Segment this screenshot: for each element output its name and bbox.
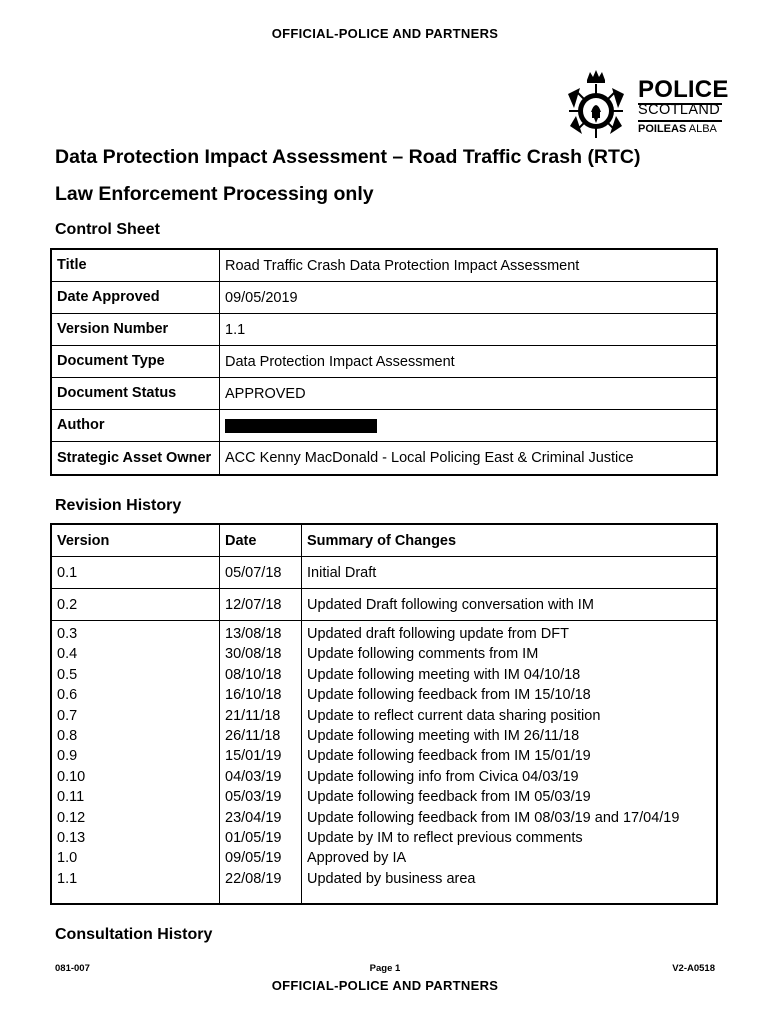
version-line: 1.0 <box>57 850 78 867</box>
version-line: 0.4 <box>57 646 78 663</box>
redaction-block <box>225 419 377 433</box>
summary-cell: Initial Draft <box>302 557 718 589</box>
column-header-date: Date <box>220 524 302 557</box>
date-line: 22/08/19 <box>225 870 282 887</box>
revision-history-heading: Revision History <box>55 497 182 514</box>
control-label: Strategic Asset Owner <box>51 442 220 476</box>
date-line: 21/11/18 <box>225 707 281 724</box>
date-cell: 12/07/18 <box>220 589 302 621</box>
date-line: 30/08/18 <box>225 646 282 663</box>
version-line: 1.1 <box>57 870 78 887</box>
version-line: 0.7 <box>57 707 78 724</box>
version-line: 0.11 <box>57 789 85 806</box>
version-line: 0.3 <box>57 626 78 642</box>
version-line: 0.13 <box>57 830 86 847</box>
summary-line: Update following feedback from IM 15/10/18 <box>307 687 591 704</box>
version-cell: 0.1 <box>51 557 220 589</box>
summary-line: Update to reflect current data sharing position <box>307 707 601 724</box>
summary-line: Update following feedback from IM 05/03/19 <box>307 789 591 806</box>
police-scotland-logo <box>560 68 729 142</box>
table-header-row <box>51 524 717 557</box>
control-value: Road Traffic Crash Data Protection Impact Assessment <box>220 249 718 282</box>
version-line: 0.10 <box>57 768 86 785</box>
table-row <box>51 589 717 621</box>
control-value: 1.1 <box>220 314 718 346</box>
summary-line: Update following feedback from IM 15/01/19 <box>307 748 591 765</box>
summary-line: Update following info from Civica 04/03/19 <box>307 768 579 785</box>
column-header-summary: Summary of Changes <box>302 524 718 557</box>
control-label: Author <box>51 410 220 442</box>
control-row-document-type <box>51 346 717 378</box>
column-header-version: Version <box>51 524 220 557</box>
control-sheet-heading: Control Sheet <box>55 221 160 238</box>
control-row-asset-owner <box>51 442 717 476</box>
control-label: Version Number <box>51 314 220 346</box>
control-row-document-status <box>51 378 717 410</box>
footer-template-version: V2-A0518 <box>672 963 715 974</box>
summary-cell <box>302 621 718 905</box>
control-value: ACC Kenny MacDonald - Local Policing East & Criminal Justice <box>220 442 718 476</box>
control-label: Date Approved <box>51 282 220 314</box>
date-line: 16/10/18 <box>225 687 282 704</box>
date-line: 01/05/19 <box>225 830 282 847</box>
document-title: Data Protection Impact Assessment – Road Traffic Crash (RTC) <box>55 146 641 168</box>
version-line: 0.9 <box>57 748 78 765</box>
control-label: Title <box>51 249 220 282</box>
summary-line: Update by IM to reflect previous comments <box>307 830 583 847</box>
date-cell: 05/07/18 <box>220 557 302 589</box>
summary-line: Update following meeting with IM 26/11/18 <box>307 728 580 745</box>
date-line: 04/03/19 <box>225 768 282 785</box>
document-subtitle: Law Enforcement Processing only <box>55 183 374 205</box>
control-label: Document Type <box>51 346 220 378</box>
version-line: 0.8 <box>57 728 78 745</box>
logo-word-poileas: POILEAS <box>638 123 687 135</box>
summary-line: Update following feedback from IM 08/03/19 and 17/04/19 <box>307 809 680 826</box>
control-row-version <box>51 314 717 346</box>
control-value <box>220 410 718 442</box>
logo-word-gaelic <box>638 123 717 135</box>
summary-line: Update following meeting with IM 04/10/18 <box>307 666 581 683</box>
date-line: 15/01/19 <box>225 748 282 765</box>
control-value: APPROVED <box>220 378 718 410</box>
logo-word-police: POLICE <box>638 76 729 103</box>
summary-line: Approved by IA <box>307 850 407 867</box>
logo-word-alba: ALBA <box>688 123 717 135</box>
version-line: 0.5 <box>57 666 78 683</box>
date-line: 23/04/19 <box>225 809 282 826</box>
summary-line: Update following comments from IM <box>307 646 539 663</box>
control-row-title <box>51 249 717 282</box>
date-line: 26/11/18 <box>225 728 281 745</box>
summary-cell: Updated Draft following conversation with IM <box>302 589 718 621</box>
date-line: 05/03/19 <box>225 789 282 806</box>
version-cell <box>51 621 220 905</box>
summary-line: Updated by business area <box>307 870 476 887</box>
date-line: 09/05/19 <box>225 850 282 867</box>
date-line: 08/10/18 <box>225 666 282 683</box>
control-label: Document Status <box>51 378 220 410</box>
classification-header: OFFICIAL-POLICE AND PARTNERS <box>271 26 499 41</box>
control-value: Data Protection Impact Assessment <box>220 346 718 378</box>
date-cell <box>220 621 302 905</box>
control-row-date-approved <box>51 282 717 314</box>
footer-page-number: Page 1 <box>369 963 401 974</box>
table-row <box>51 557 717 589</box>
control-row-author <box>51 410 717 442</box>
control-sheet-table <box>50 248 718 476</box>
consultation-history-heading: Consultation History <box>55 926 213 943</box>
logo-divider <box>638 120 722 122</box>
revision-history-table <box>50 523 718 905</box>
classification-footer: OFFICIAL-POLICE AND PARTNERS <box>271 978 499 993</box>
police-crest-icon <box>560 68 632 142</box>
footer-document-code: 081-007 <box>55 963 90 974</box>
version-line: 0.12 <box>57 809 86 826</box>
logo-word-scotland: SCOTLAND <box>638 102 721 118</box>
summary-line: Updated draft following update from DFT <box>307 626 569 642</box>
control-value: 09/05/2019 <box>220 282 718 314</box>
version-line: 0.6 <box>57 687 78 704</box>
date-line: 13/08/18 <box>225 626 282 642</box>
version-cell: 0.2 <box>51 589 220 621</box>
table-row-grouped <box>51 621 717 905</box>
